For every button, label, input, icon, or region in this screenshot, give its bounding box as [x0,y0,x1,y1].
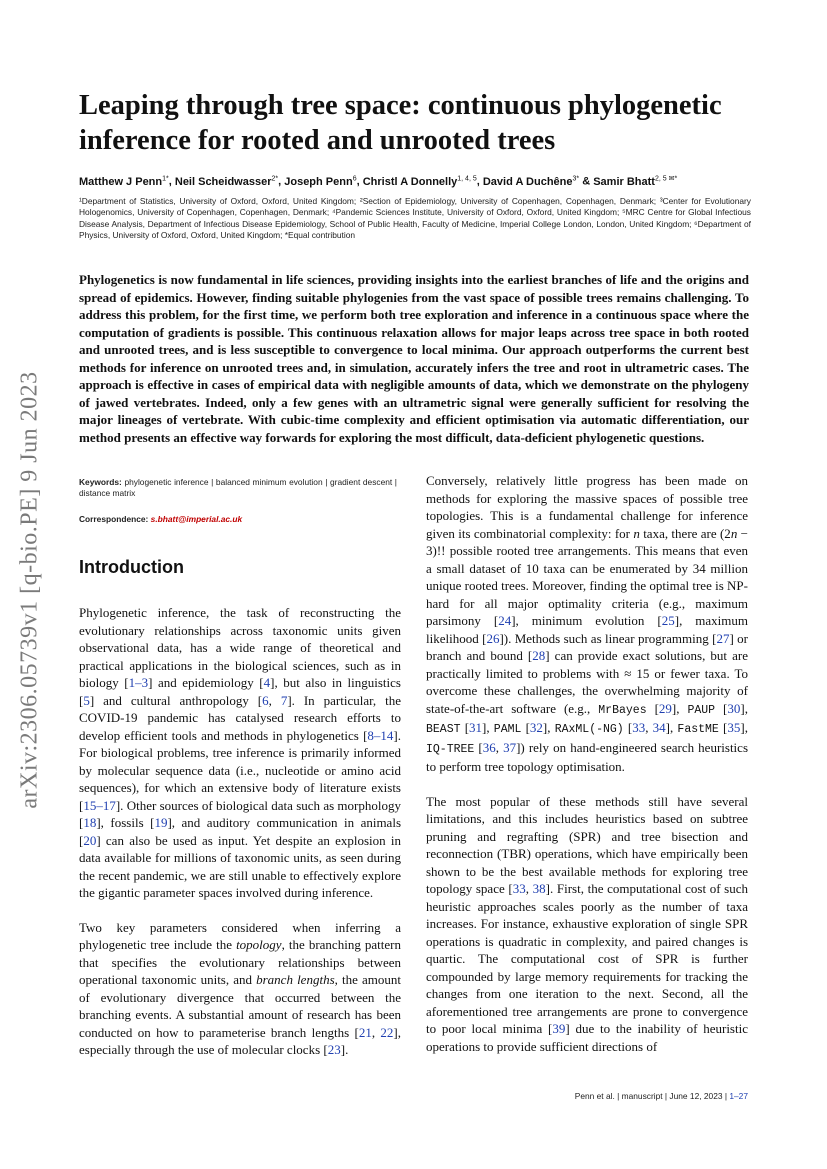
right-column [426,472,748,1055]
paragraph: Two key parameters considered when inferring a phylogenetic tree include the topology, the branching pattern that specifies the evolutionary relationships between operational taxonomic units, and branch lengths, the amount of evolutionary divergence that occurred between the branching events. A substantial amount of research has been conducted on how to parameterise branch lengths [21, 22], especially through the use of molecular clocks [23]. [79,919,402,1057]
paragraph: The most popular of these methods still have several limitations, and this includes heuristics based on subtree pruning and regrafting (SPR) and tree bisection and reconnection (TBR) operations, which have empirically been shown to be the best available methods for exploring tree topology space [33, 38]. First, the computational cost of such heuristic approaches scales poorly as the number of taxa increases. For instance, exhaustive exploration of single SPR operations is quadratic in complexity, and paired changes is quartic. The computational cost of SPR is further compounded by large memory requirements for tracking the changes from one iteration to the next. Second, all the aforementioned tree arrangements are prone to convergence to poor local minima [39] due to the inability of heuristic operations to provide sufficient directions of [426,793,749,1054]
page-range: 1–27 [729,1091,748,1101]
paragraph: Conversely, relatively little progress has been made on methods for exploring the massive spaces of possible tree topologies. This is a fundamental challenge for inference given its combinatorial complexity: for n taxa, there are (2n − 3)!! possible rooted tree arrangements. This means that even a small dataset of 10 taxa can be enumerated by 34 million unique rooted trees. Moreover, finding the optimal tree is NP-hard for all major optimality criteria (e.g., maximum parsimony [24], minimum evolution [25], maximum likelihood [26]). Methods such as linear programming [27] or branch and bound [28] can provide exact solutions, but are practically limited to problems with ≈ 15 or fewer taxa. To overcome these challenges, the overwhelming majority of state-of-the-art software (e.g., MrBayes [29], PAUP [30], BEAST [31], PAML [32], RAxML(-NG) [33, 34], FastME [35], IQ-TREE [36, 37]) rely on hand-engineered search heuristics to perform tree topology optimisation. [426,473,749,774]
author: Neil Scheidwasser$^{2*}$ [174,175,279,188]
abstract: Phylogenetics is now fundamental in life sciences, providing insights into the earliest branches of life and the origins and spread of epidemics. However, finding suitable phylogenies from the vast space of possible trees remains challenging. To address this problem, for the first time, we perform both tree exploration and inference in a continuous space where the computation of gradients is possible. This continuous relaxation allows for major leaps across tree space in both rooted and unrooted trees, and is less susceptible to convergence to local minima. Our approach outperforms the current best methods for inference on unrooted trees and, in simulation, accurately infers the tree and root in ultrametric cases. The approach is effective in cases of empirical data with negligible amounts of data, which we demonstrate on the phylogeny of jawed vertebrates. Indeed, only a few genes with an ultrametric signal were generally sufficient for resolving the major lineages of vertebrate. With cubic-time complexity and efficient optimisation via automatic differentiation, our method presents an effective way forwards for exploring the most difficult, data-deficient phylogenetic questions. [79,272,749,445]
keywords: Keywords: phylogenetic inference | balanced minimum evolution | gradient descent | distance matrix [79,477,397,498]
author: Christl A Donnelly$^{1, 4, 5}$ [362,175,477,188]
author: David A Duchêne$^{3*}$ [482,175,580,188]
paper-title: Leaping through tree space: continuous phylogenetic inference for rooted and unrooted trees [79,90,722,156]
paragraph: Phylogenetic inference, the task of reconstructing the evolutionary relationships across taxonomic units given observational data, has a wide range of theoretical and practical applications in the biological sciences, such as in biology [1–3] and epidemiology [4], but also in linguistics [5] and cultural anthropology [6, 7]. In particular, the COVID-19 pandemic has catalysed research efforts to develop efficient tools and methods in phylogenetics [8–14]. For biological problems, tree inference is primarily informed by molecular sequence data (i.e., nucleotide or amino acid sequences), for which an extensive body of literature exists [15–17]. Other sources of biological data such as morphology [18], fossils [19], and auditory communication in animals [20] can also be used as input. Yet despite an explosion in data available for millions of taxonomic units, as seen during the recent pandemic, we are still unable to effectively explore the gigantic parameter spaces involved during inference. [79,605,402,900]
affiliations: ¹Department of Statistics, University of Oxford, Oxford, United Kingdom; ²Section of Epidemiology, University of Copenhagen, Copenhagen, Denmark; ³Center for Evolutionary Hologenomics, University of Copenhagen, Copenhagen, Denmark; ⁴Pandemic Sciences Institute, University of Oxford, Oxford, United Kingdom; ⁵MRC Centre for Global Infectious Disease Analysis, Department of Infectious Disease Epidemiology, School of Public Health, Faculty of Medicine, Imperial College London, London, United Kingdom; ⁶Department of Physics, University of Oxford, Oxford, United Kingdom; *Equal contribution [79,196,751,241]
correspondence: Correspondence: s.bhatt@imperial.ac.uk [79,514,243,524]
correspondence-email-link[interactable]: s.bhatt@imperial.ac.uk [150,514,243,524]
author-list: Matthew J Penn$^{1*}$, Neil Scheidwasser$^{2*}$, Joseph Penn$^6$, Christl A Donnelly$^{1, 4, 5}$, David A Duchêne$^{3*}$ & Samir Bhatt$^{2, 5 ✉*}$ [79,175,678,188]
author: Matthew J Penn$^{1*}$ [79,175,169,188]
introduction-heading: Introduction [79,557,184,577]
page-footer: Penn et al. | manuscript | June 12, 2023 | 1–27 [574,1091,748,1101]
arxiv-id: arXiv:2306.05739v1 [q-bio.PE] 9 Jun 2023 [16,371,43,809]
author: Joseph Penn$^6$ [284,175,357,188]
arxiv-sidebar-stamp [0,0,60,1169]
author: Samir Bhatt$^{2, 5 ✉*}$ [593,175,678,188]
left-column [79,477,401,1059]
